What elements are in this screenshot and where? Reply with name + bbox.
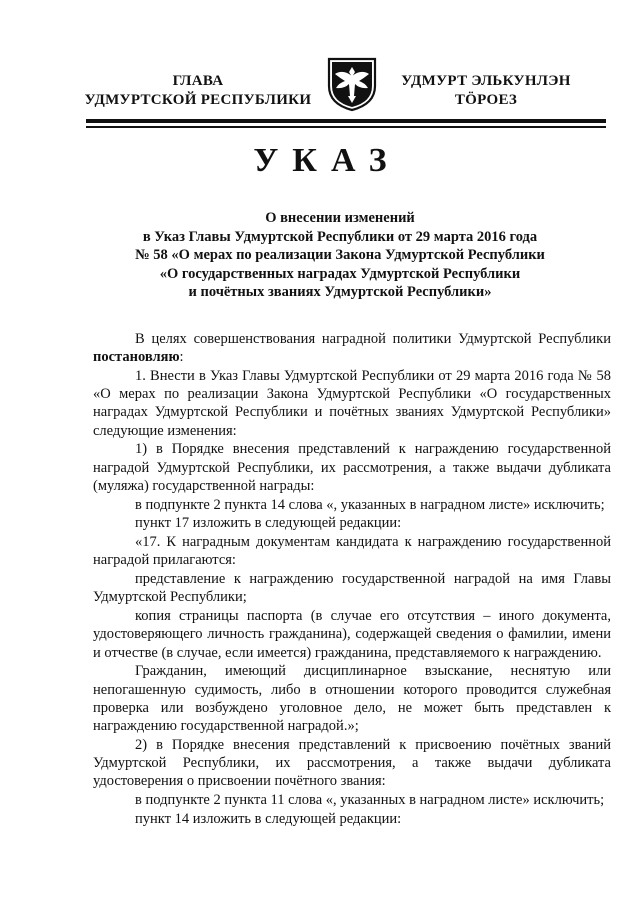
paragraph: в подпункте 2 пункта 14 слова «, указанных в наградном листе» исключить; (135, 496, 605, 513)
subject-line: О внесении изменений (265, 210, 415, 226)
paragraph: 1. Внести в Указ Главы Удмуртской Республики от 29 марта 2016 года № 58 «О мерах по реализации Закона Удмуртской Республики «О государственных наградах Удмуртской Республики и почётных званиях Удмуртской Республики» следующие изменения: (93, 368, 611, 439)
document-subject (90, 209, 590, 302)
subject-line: «О государственных наградах Удмуртской Республики (159, 265, 521, 282)
header-left-line1: ГЛАВА (172, 73, 224, 89)
header-right-line2: ТӦРОЕЗ (454, 92, 518, 108)
document-body (93, 330, 611, 828)
decree-word: постановляю (93, 349, 180, 366)
coat-of-arms-icon (326, 56, 378, 112)
paragraph: 2) в Порядке внесения представлений к присвоению почётных званий Удмуртской Республики, их рассмотрения, а также выдачи дубликата удостоверения о присвоении почётного звания: (93, 736, 611, 790)
paragraph: Гражданин, имеющий дисциплинарное взыскание, неснятую или непогашенную судимость, либо в отношении которого проводится служебная проверка или возбуждено уголовное дело, не может быть представлен к награждению государственной наградой.»; (93, 663, 611, 735)
header-rule-thin (86, 126, 606, 128)
subject-line: и почётных званиях Удмуртской Республики» (188, 284, 492, 300)
paragraph: «17. К наградным документам кандидата к награждению государственной наградой прилагаются: (93, 534, 611, 569)
intro-text: В целях совершенствования наградной политики Удмуртской Республики (135, 331, 611, 347)
paragraph: копия страницы паспорта (в случае его отсутствия – иного документа, удостоверяющего личность гражданина), содержащей сведения о фамилии, имени и отчестве (в случае, если имеется) гражданина, представляемого к награждению. (93, 608, 611, 661)
header-left-line2: УДМУРТСКОЙ РЕСПУБЛИКИ (84, 92, 312, 108)
paragraph: представление к награждению государственной наградой на имя Главы Удмуртской Республики; (93, 571, 611, 606)
header-left (78, 72, 318, 110)
header-right-line1: УДМУРТ ЭЛЬКУНЛЭН (401, 73, 571, 89)
header-right (396, 72, 576, 110)
subject-line: № 58 «О мерах по реализации Закона Удмуртской Республики (135, 247, 545, 263)
document-title: УКАЗ (253, 142, 401, 179)
paragraph: пункт 14 изложить в следующей редакции: (135, 810, 402, 827)
paragraph: пункт 17 изложить в следующей редакции: (135, 515, 402, 532)
paragraph: 1) в Порядке внесения представлений к награждению государственной наградой Удмуртской Республики, их рассмотрения, а также выдачи дубликата (муляжа) государственной награды: (93, 441, 611, 494)
intro-paragraph: В целях совершенствования наградной политики Удмуртской Республики постановляю: (93, 331, 611, 366)
paragraph: в подпункте 2 пункта 11 слова «, указанных в наградном листе» исключить; (135, 792, 605, 809)
subject-line: в Указ Главы Удмуртской Республики от 29 марта 2016 года (142, 228, 538, 245)
header-rule-thick (86, 119, 606, 123)
